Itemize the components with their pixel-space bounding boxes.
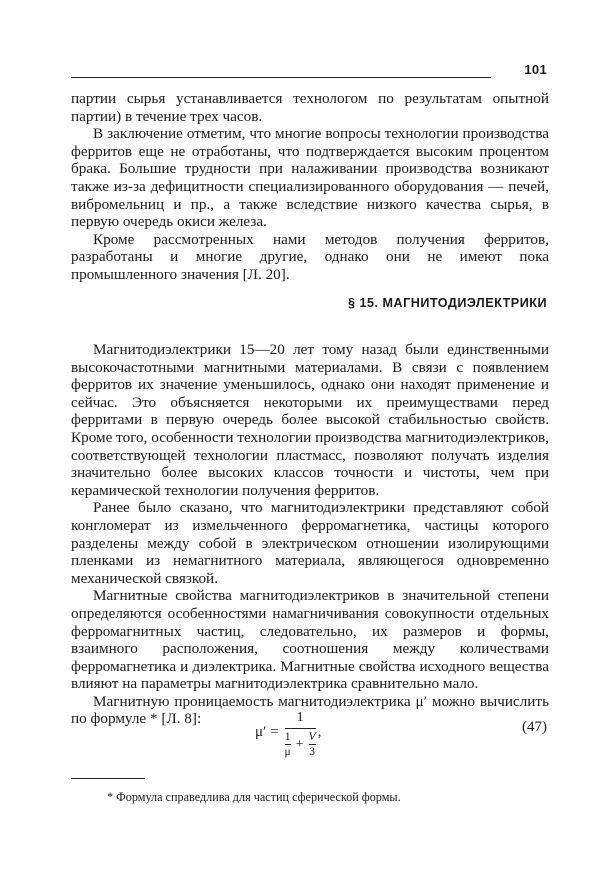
section-heading: § 15. МАГНИТОДИЭЛЕКТРИКИ xyxy=(347,296,547,310)
footnote: * Формула справедлива для частиц сферической формы. xyxy=(107,790,401,804)
paragraph: Магнитную проницаемость магнитодиэлектрика μ′ можно вычислить по формуле * [Л. 8]: xyxy=(71,692,549,728)
running-head xyxy=(71,62,549,82)
fraction-bar xyxy=(309,744,316,745)
paragraph: Магнитодиэлектрики 15—20 лет тому назад были единственными высокочастотными магнитными материалами. В связи с появлением ферритов их значение уменьшилось, однако они находят применение и сейчас. Это объясняется некоторыми их преимуществами перед ферритами в первую очередь более высокой стабильностью свойств. Кроме того, особенности технологии производства магнитодиэлектриков, соответствующей технологии пластмасс, позволяют получать изделия значительно более высоких классов точности и чистоты, чем при керамической технологии получения ферритов. xyxy=(71,341,550,499)
small-numerator: V xyxy=(308,731,316,743)
section-body xyxy=(71,341,549,728)
formula-expression xyxy=(255,710,321,758)
fraction-bar xyxy=(285,744,291,745)
small-numerator: 1 xyxy=(284,731,291,743)
header-rule xyxy=(71,77,491,78)
formula-lhs: μ′ = xyxy=(255,723,279,740)
footnote-rule xyxy=(71,778,145,779)
book-page xyxy=(71,0,549,890)
fraction-denominator xyxy=(285,729,316,758)
intro-text xyxy=(71,90,549,284)
inverse-mu-fraction xyxy=(285,731,291,758)
v-over-3-fraction xyxy=(309,731,316,758)
plus-sign: + xyxy=(295,736,304,752)
main-fraction xyxy=(285,710,316,758)
fraction-numerator: 1 xyxy=(296,710,304,725)
paragraph: Кроме рассмотренных нами методов получения ферритов, разработаны и многие другие, однако они не имеют пока промышленного значения [Л. 20]. xyxy=(71,230,549,283)
formula-comma: , xyxy=(317,723,322,740)
small-denominator: 3 xyxy=(309,746,316,758)
equation-47 xyxy=(71,710,549,766)
paragraph: В заключение отметим, что многие вопросы технологии производства ферритов еще не отработаны, что подтверждается высоким процентом брака. Большие трудности при налаживании производства возникают также из-за дефицитности специализированного оборудования — печей, вибромельниц и пр., а также вследствие низкого качества сырья, в первую очередь окиси железа. xyxy=(71,125,549,231)
page-number: 101 xyxy=(524,62,547,77)
paragraph: Магнитные свойства магнитодиэлектриков в значительной степени определяются особенностями намагничивания совокупности отдельных ферромагнитных частиц, следовательно, их размеров и формы, взаимного расположения, соотношения между количествами ферромагнетика и диэлектрика. Магнитные свойства исходного вещества влияют на параметры магнитодиэлектрика сравнительно мало. xyxy=(71,587,549,693)
small-denominator: μ xyxy=(284,746,291,758)
paragraph: партии сырья устанавливается технологом по результатам опытной партии) в течение трех часов. xyxy=(71,90,549,125)
paragraph: Ранее было сказано, что магнитодиэлектрики представляют собой конгломерат из измельченного ферромагнетика, частицы которого разделены между собой в электрическом отношении изолирующими пленками из немагнитного материала, являющегося одновременно механической связкой. xyxy=(71,499,549,587)
equation-number: (47) xyxy=(522,719,547,735)
